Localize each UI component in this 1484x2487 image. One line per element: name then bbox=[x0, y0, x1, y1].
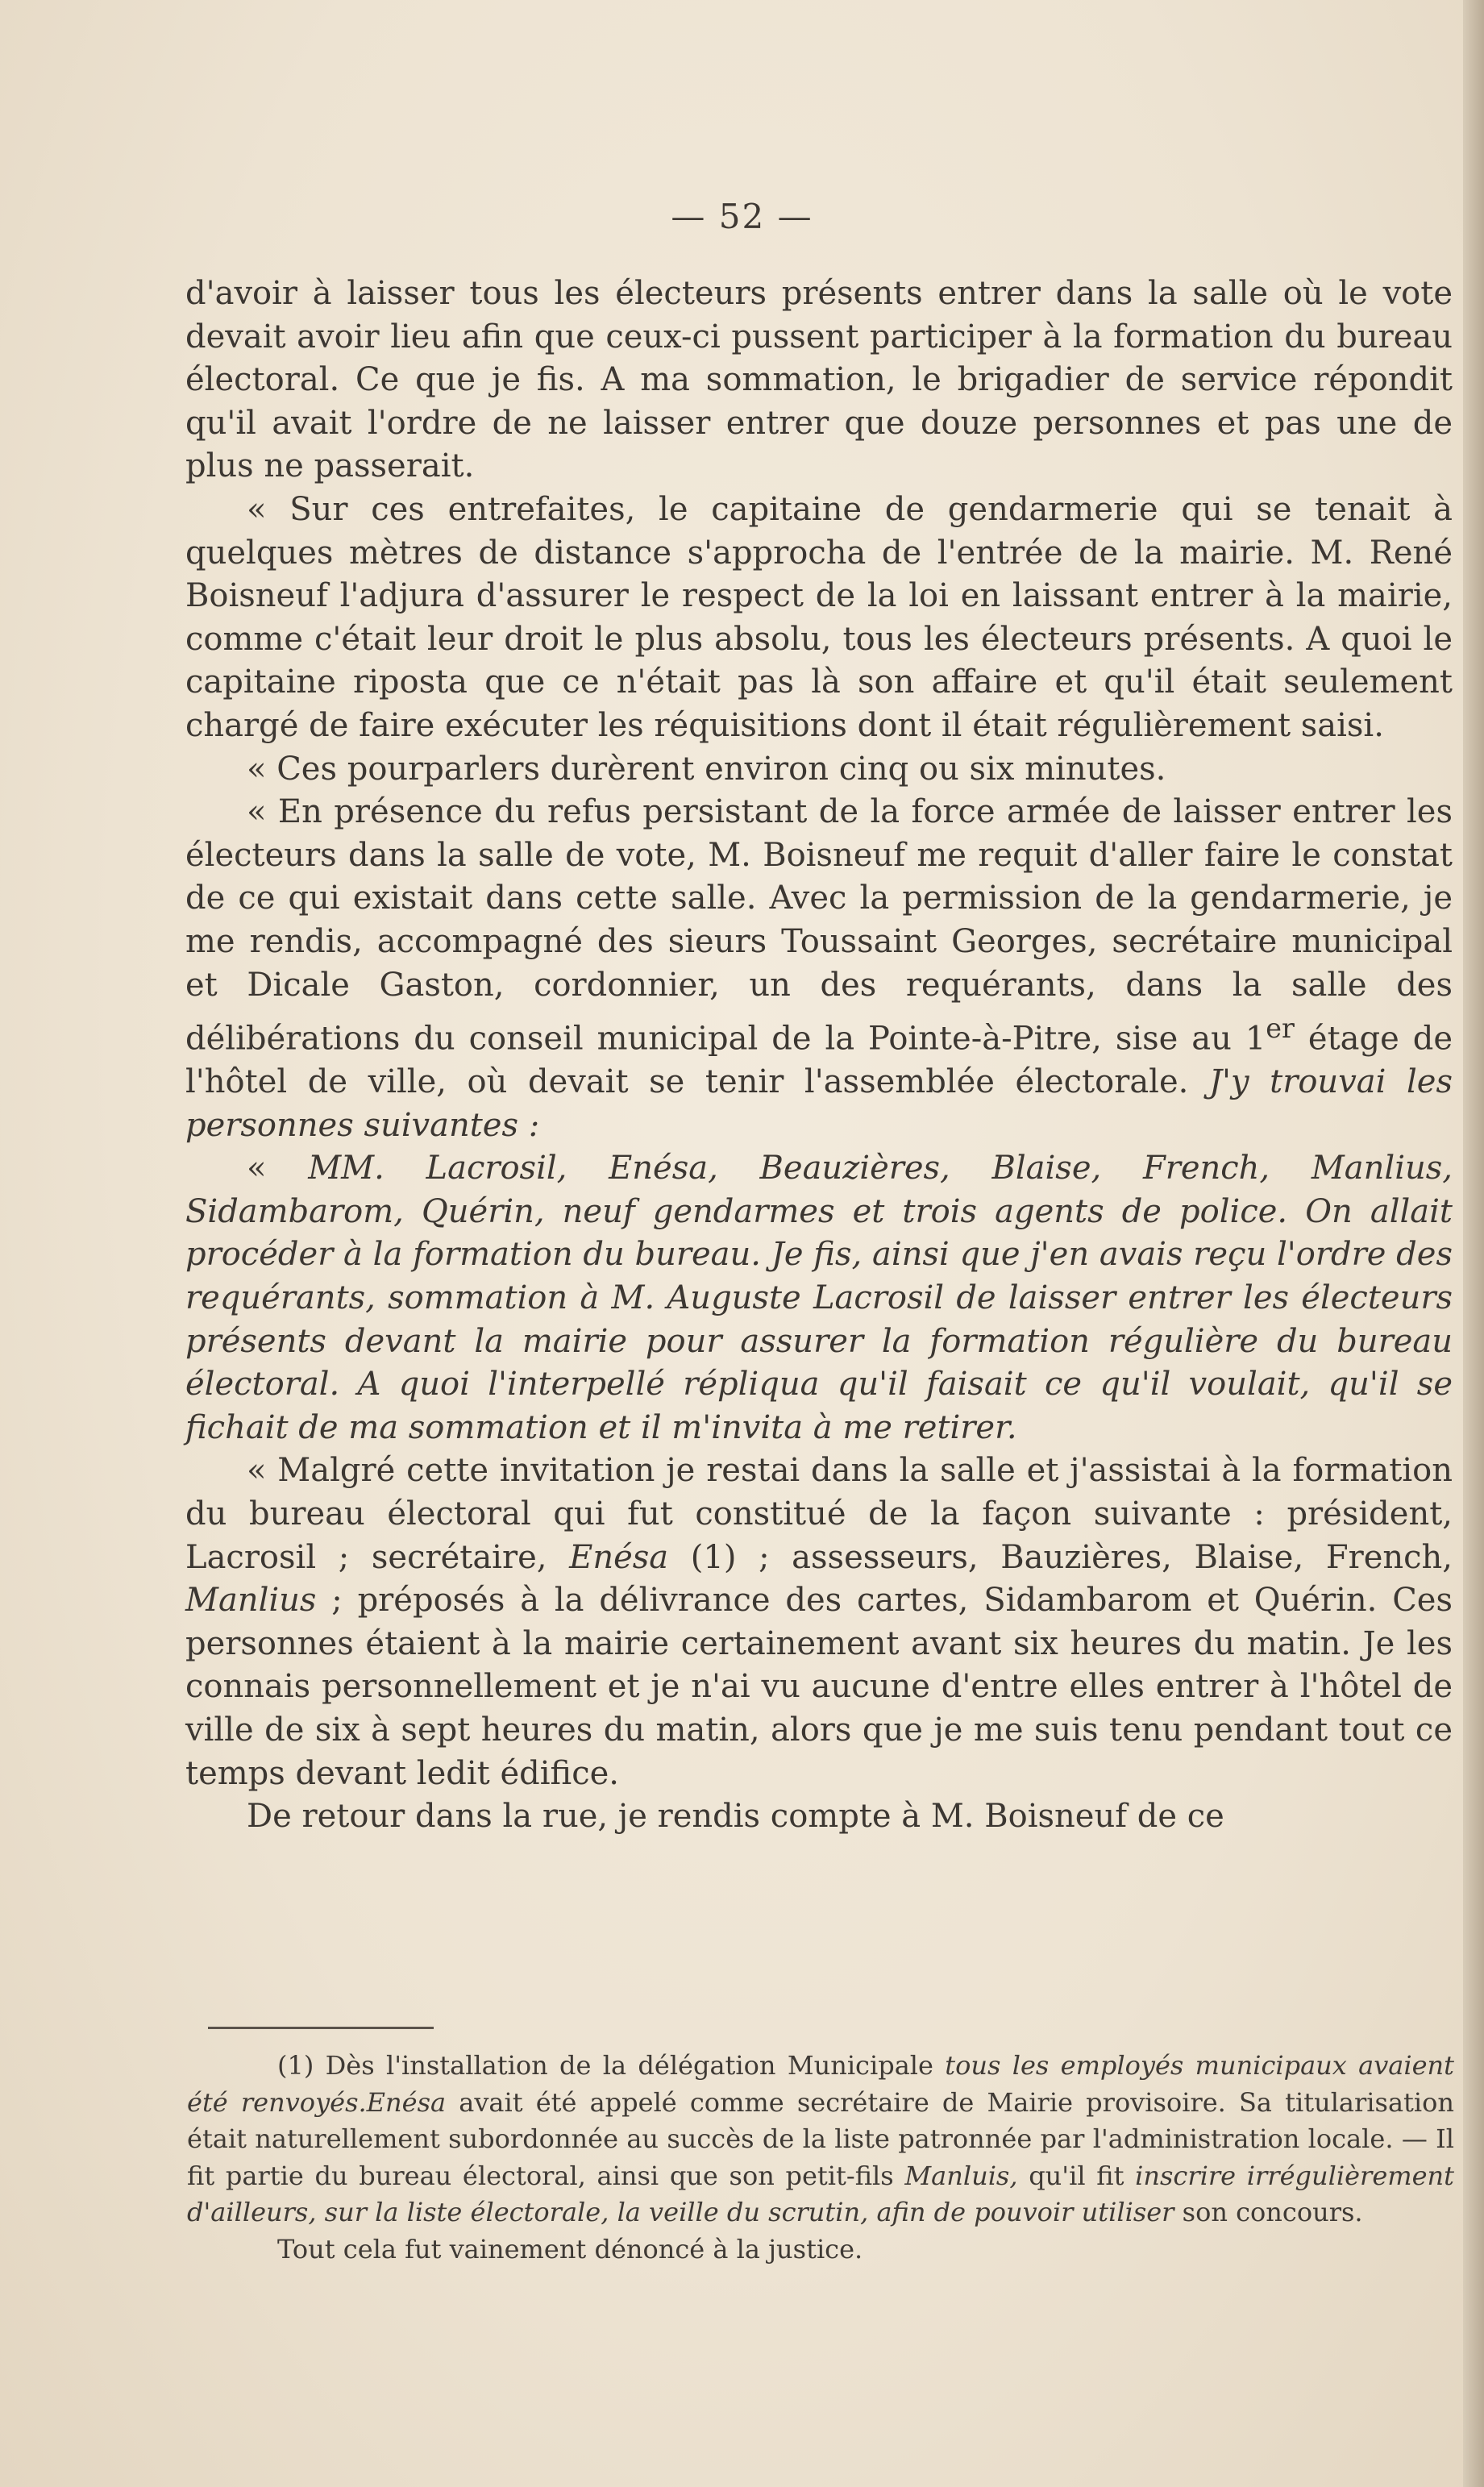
italic-text: Enésa bbox=[569, 1538, 669, 1576]
paragraph bbox=[185, 1147, 1453, 1449]
italic-text: MM. Lacrosil, Enésa, Beauzières, Blaise, French, Manlius, Sidambarom, Quérin, neuf gendarmes et trois agents de police. On allait procéder à la formation du bureau. Je fis, ainsi que j'en avais reçu l'ordre des requérants, sommation à M. Auguste Lacrosil de laisser entrer les électeurs présents devant la mairie pour assurer la formation régulière du bureau électoral. A quoi l'interpellé répliqua qu'il faisait ce qu'il voulait, qu'il se fichait de ma sommation et il m'invita à me retirer. bbox=[185, 1150, 1453, 1446]
footnote-text: son concours. bbox=[1174, 2197, 1363, 2227]
paragraph-text: ; préposés à la délivrance des cartes, Sidambarom et Quérin. Ces personnes étaient à la mairie certainement avant six heures du matin. Je les connais personnellement et je n'ai vu aucune d'entre elles entrer à l'hôtel de ville de six à sept heures du matin, alors que je me suis tenu pendant tout ce temps devant ledit édifice. bbox=[185, 1582, 1453, 1792]
paragraph-text: étage de l'hôtel de ville, où devait se tenir l'assemblée électorale. bbox=[185, 1020, 1453, 1101]
footnote bbox=[187, 2048, 1454, 2231]
footnotes bbox=[187, 2048, 1454, 2268]
footnote-text: Tout cela fut vainement dénoncé à la justice. bbox=[277, 2233, 863, 2265]
italic-text: J'y trouvai les personnes suivantes : bbox=[185, 1063, 1453, 1144]
paragraph bbox=[185, 1449, 1453, 1795]
italic-text: Manluis, bbox=[904, 2160, 1018, 2191]
paragraph bbox=[185, 489, 1453, 748]
footnote-text: avait été appelé comme secrétaire de Mairie provisoire. Sa titularisation était naturellement subordonnée au succès de la liste patronnée par l'administration locale. — Il fit partie du bureau électoral, ainsi que son petit-fils bbox=[187, 2086, 1455, 2191]
italic-text: tous les employés municipaux avaient été renvoyés.Enésa bbox=[187, 2050, 1454, 2118]
paragraph-text: (1) ; assesseurs, Bauzières, Blaise, French, bbox=[668, 1538, 1453, 1576]
footnote-text: (1) Dès l'installation de la délégation Municipale bbox=[277, 2050, 946, 2081]
body-text bbox=[185, 272, 1453, 1839]
paragraph-text: « Malgré cette invitation je restai dans la salle et j'assistai à la formation du bureau électoral qui fut constitué de la façon suivante : président, Lacrosil ; secrétaire, bbox=[185, 1452, 1453, 1576]
paragraph bbox=[185, 748, 1453, 792]
paragraph-text: « Sur ces entrefaites, le capitaine de gendarmerie qui se tenait à quelques mètres de distance s'approcha de l'entrée de la mairie. M. René Boisneuf l'adjura d'assurer le respect de la loi en laissant entrer à la mairie, comme c'était leur droit le plus absolu, tous les électeurs présents. A quoi le capitaine riposta que ce n'était pas là son affaire et qu'il était seulement chargé de faire exécuter les réquisitions dont il était régulièrement saisi. bbox=[185, 490, 1453, 744]
paragraph bbox=[185, 791, 1453, 1147]
italic-text: inscrire irrégulièrement d'ailleurs, sur la liste électorale, la veille du scrutin, afin de pouvoir utiliser bbox=[187, 2160, 1455, 2227]
paragraph-text: « En présence du refus persistant de la force armée de laisser entrer les électeurs dans la salle de vote, M. Boisneuf me requit d'aller faire le constat de ce qui existait dans cette salle. Avec la permission de la gendarmerie, je me rendis, accompagné des sieurs Toussaint Georges, secrétaire municipal et Dicale Gaston, cordonnier, un des requérants, dans la salle des délibérations du conseil municipal de la Pointe-à-Pitre, sise au 1 bbox=[185, 793, 1453, 1058]
superscript: er bbox=[1266, 1013, 1295, 1045]
paragraph bbox=[185, 272, 1453, 489]
footnote-text: qu'il fit bbox=[1017, 2160, 1136, 2191]
paragraph-text: d'avoir à laisser tous les électeurs présents entrer dans la salle où le vote devait avoir lieu afin que ceux-ci pussent participer à la formation du bureau électoral. Ce que je fis. A ma sommation, le brigadier de service répondit qu'il avait l'ordre de ne laisser entrer que douze personnes et pas une de plus ne passerait. bbox=[185, 275, 1453, 485]
page-number: — 52 — bbox=[671, 197, 813, 236]
page-edge bbox=[1463, 0, 1484, 2487]
footnote-divider bbox=[208, 2027, 434, 2029]
paragraph-text: « Ces pourparlers durèrent environ cinq ou six minutes. bbox=[247, 750, 1166, 788]
paragraph-text: De retour dans la rue, je rendis compte à M. Boisneuf de ce bbox=[247, 1798, 1224, 1836]
paragraph bbox=[185, 1795, 1453, 1839]
italic-text: Manlius bbox=[185, 1582, 317, 1620]
quote-mark: « bbox=[247, 1150, 309, 1187]
footnote bbox=[187, 2231, 1454, 2269]
